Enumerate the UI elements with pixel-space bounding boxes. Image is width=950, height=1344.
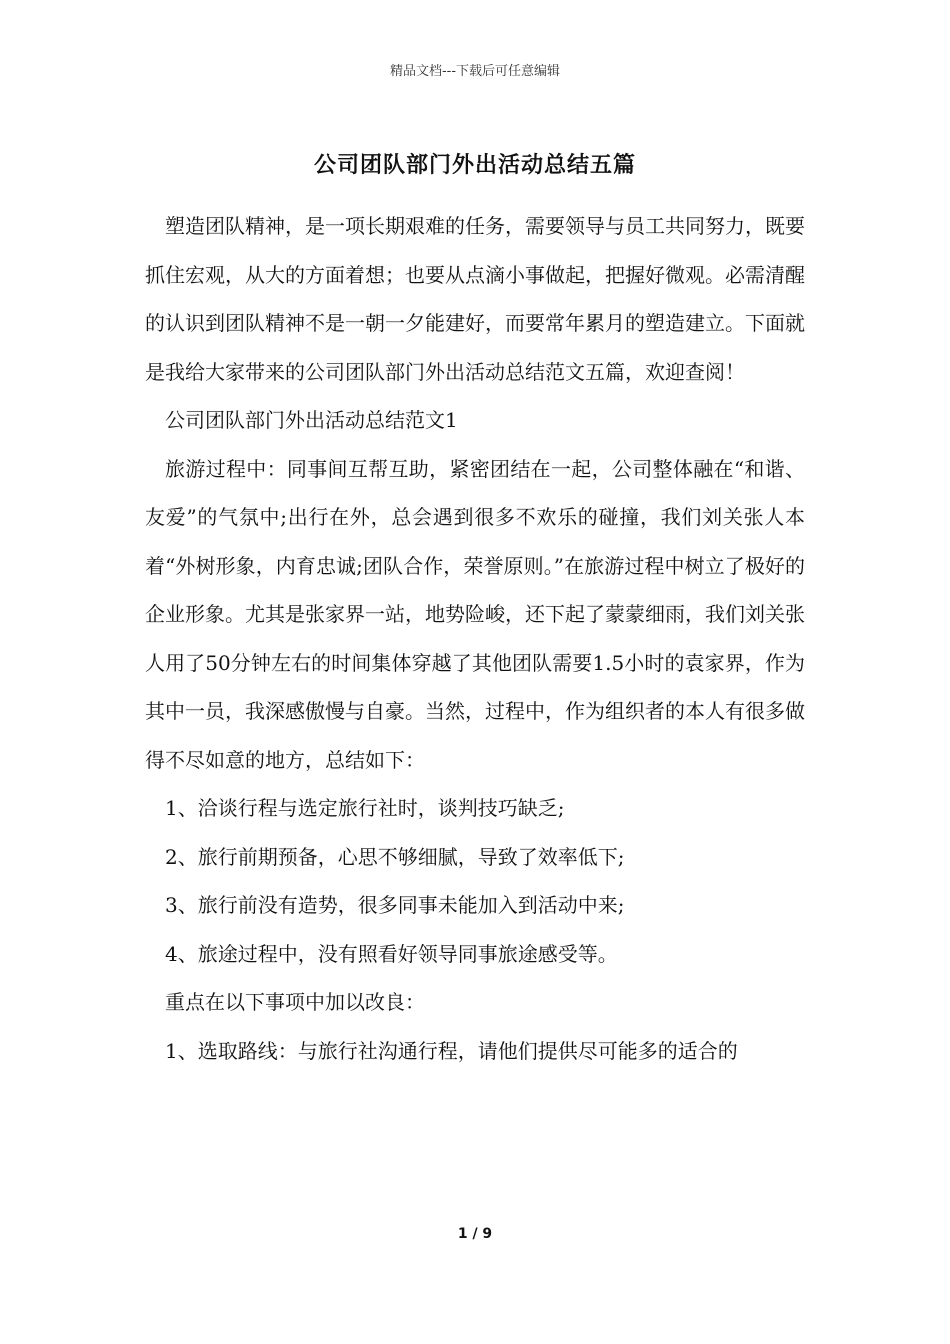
- body-paragraph: 重点在以下事项中加以改良：: [165, 990, 425, 1014]
- list-item: 2、旅行前期预备，心思不够细腻，导致了效率低下;: [165, 844, 625, 869]
- body-paragraph: 旅游过程中：同事间互帮互助，紧密团结在一起，公司整体融在“和谐、友爱”的气氛中;出行在外，总会遇到很多不欢乐的碰撞，我们刘关张人本着“外树形象，内育忠诚;团队合作，荣誉原则。”在旅游过程中树立了极好的企业形象。尤其是张家界一站，地势险峻，还下起了蒙蒙细雨，我们刘关张人用了50分钟左右的时间集体穿越了其他团队需要1.5小时的袁家界，作为其中一员，我深感傲慢与自豪。当然，过程中，作为组织者的本人有很多做得不尽如意的地方，总结如下：: [145, 456, 805, 772]
- page-number: 1 / 9: [457, 1226, 493, 1242]
- document-title: 公司团队部门外出活动总结五篇: [313, 152, 636, 178]
- list-item: 1、洽谈行程与选定旅行社时，谈判技巧缺乏;: [165, 796, 565, 820]
- body-paragraph: 塑造团队精神，是一项长期艰难的任务，需要领导与员工共同努力，既要抓住宏观，从大的方面着想；也要从点滴小事做起，把握好微观。必需清醒的认识到团队精神不是一朝一夕能建好，而要常年累月的塑造建立。下面就是我给大家带来的公司团队部门外出活动总结范文五篇，欢迎查阅！: [145, 214, 805, 384]
- list-item: 4、旅途过程中，没有照看好领导同事旅途感受等。: [165, 941, 618, 966]
- section-heading: 公司团队部门外出活动总结范文1: [165, 408, 458, 432]
- document-body: [145, 202, 805, 1075]
- list-item: 1、选取路线：与旅行社沟通行程，请他们提供尽可能多的适合的: [165, 1038, 738, 1063]
- list-item: 3、旅行前没有造势，很多同事未能加入到活动中来;: [165, 893, 625, 917]
- page-header: 精品文档---下载后可任意编辑: [389, 64, 561, 79]
